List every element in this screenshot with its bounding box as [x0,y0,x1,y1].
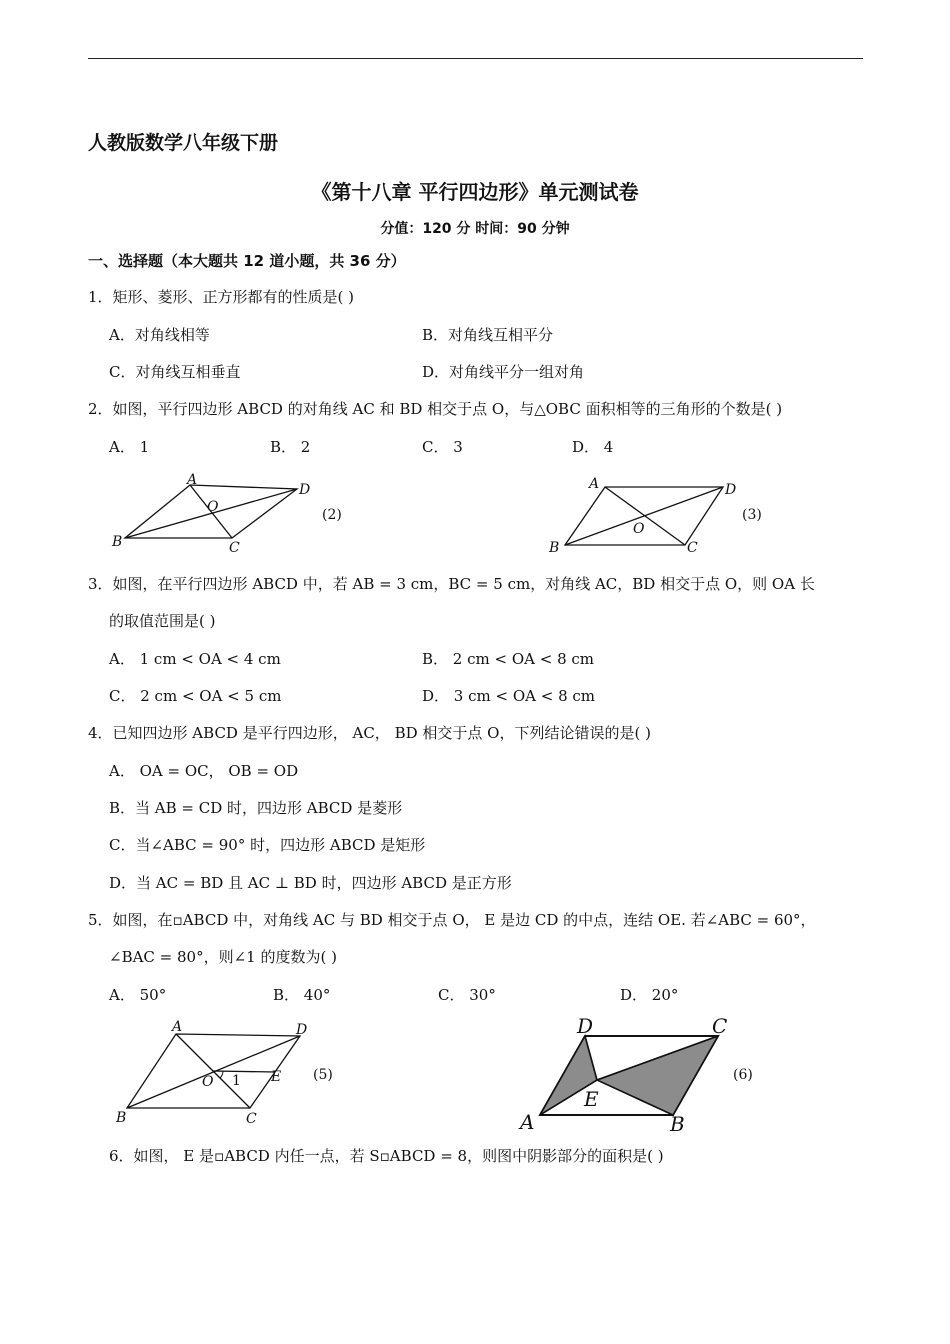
fig5-label-d: D [296,1022,308,1038]
fig5-label-b: B [116,1110,127,1126]
fig3-label-d: D [725,482,737,498]
figure-3-caption: (3) [742,507,762,523]
question-2-option-b: B． 2 [270,438,311,456]
question-4-option-c: C．当∠ABC = 90° 时，四边形 ABCD 是矩形 [109,836,426,854]
fig6-label-e: E [584,1087,599,1111]
fig6-shaded-triangle-ebc [597,1036,718,1115]
question-4-option-b: B．当 AB = CD 时，四边形 ABCD 是菱形 [109,799,403,817]
section-heading: 一、选择题（本大题共 12 道小题，共 36 分） [88,252,406,270]
question-3-option-a: A． 1 cm < OA < 4 cm [109,650,281,668]
fig2-label-o: O [207,499,219,515]
question-2-stem: 2．如图，平行四边形 ABCD 的对角线 AC 和 BD 相交于点 O，与△OBC 面积相等的三角形的个数是( ) [88,400,783,418]
question-3-option-b: B． 2 cm < OA < 8 cm [422,650,595,668]
question-3-option-d: D． 3 cm < OA < 8 cm [422,687,596,705]
fig2-label-d: D [299,482,311,498]
fig3-label-b: B [549,540,560,556]
figure-6-caption: (6) [733,1067,753,1083]
page-title: 《第十八章 平行四边形》单元测试卷 [311,180,639,204]
fig2-label-a: A [187,472,198,488]
figure-2-caption: (2) [322,507,342,523]
question-1-option-b: B．对角线互相平分 [422,326,554,344]
question-1-option-c: C．对角线互相垂直 [109,363,241,381]
fig6-label-c: C [712,1014,728,1038]
question-5-option-d: D． 20° [620,986,679,1004]
question-2-option-c: C． 3 [422,438,463,456]
fig2-label-b: B [112,534,123,550]
figure-2 [105,470,320,560]
question-3-stem: 3．如图，在平行四边形 ABCD 中，若 AB = 3 cm，BC = 5 cm，对角线 AC，BD 相交于点 O，则 OA 长 [88,575,815,593]
fig5-label-o: O [202,1074,214,1090]
fig3-label-a: A [589,476,600,492]
question-4-option-d: D．当 AC = BD 且 AC ⊥ BD 时，四边形 ABCD 是正方形 [109,874,512,892]
fig6-label-a: A [520,1110,535,1134]
figure-3 [545,470,745,560]
fig2-label-c: C [229,540,240,556]
top-rule [88,58,863,59]
fig5-angle-arc [220,1071,223,1078]
figure-5-caption: (5) [313,1067,333,1083]
question-1-option-a: A．对角线相等 [109,326,210,344]
question-3-option-c: C． 2 cm < OA < 5 cm [109,687,282,705]
fig3-label-o: O [633,521,645,537]
fig5-label-a: A [172,1019,183,1035]
fig6-label-b: B [670,1112,685,1135]
question-4-option-a: A． OA = OC， OB = OD [109,762,299,780]
question-5-stem: 5．如图，在▫ABCD 中，对角线 AC 与 BD 相交于点 O， E 是边 CD 的中点，连结 OE. 若∠ABC = 60°， [88,911,816,929]
fig5-angle-label: 1 [232,1073,241,1089]
question-3-stem-continued: 的取值范围是( ) [109,612,216,630]
question-5-stem-continued: ∠BAC = 80°，则∠1 的度数为( ) [109,948,337,966]
question-5-option-a: A． 50° [109,986,167,1004]
question-2-option-d: D． 4 [572,438,614,456]
question-5-option-c: C． 30° [438,986,496,1004]
figure-6 [515,1010,745,1135]
question-2-option-a: A． 1 [109,438,150,456]
exam-meta: 分值：120 分 时间：90 分钟 [380,221,570,237]
fig5-label-e: E [271,1069,282,1085]
question-5-option-b: B． 40° [273,986,331,1004]
fig3-label-c: C [687,540,698,556]
question-1-stem: 1．矩形、菱形、正方形都有的性质是( ) [88,288,355,306]
question-1-option-d: D．对角线平分一组对角 [422,363,585,381]
fig5-segment-oe [213,1071,275,1072]
fig6-label-d: D [577,1014,594,1038]
question-4-stem: 4．已知四边形 ABCD 是平行四边形， AC， BD 相交于点 O，下列结论错误的是( ) [88,724,651,742]
figure-5 [110,1015,310,1130]
fig5-label-c: C [246,1111,257,1127]
question-6-stem: 6．如图， E 是▫ABCD 内任一点，若 S▫ABCD = 8，则图中阴影部分的面积是( ) [109,1147,664,1165]
book-title: 人教版数学八年级下册 [88,132,279,154]
